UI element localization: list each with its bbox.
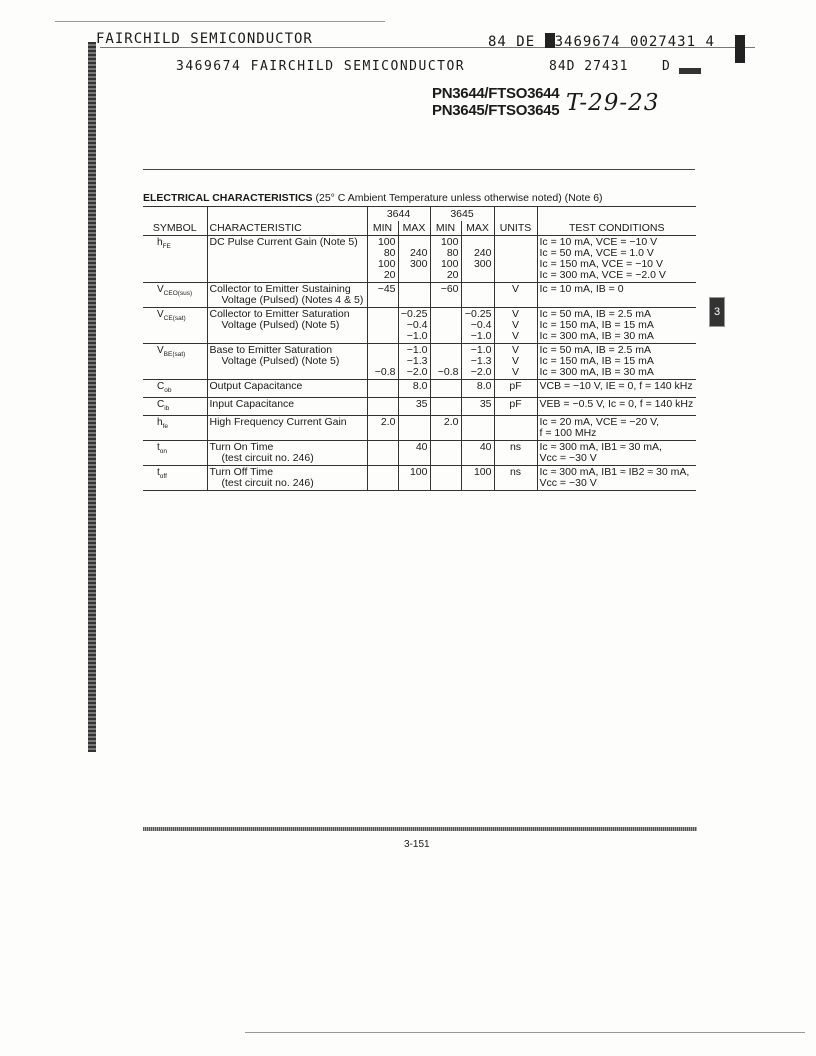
table-row [143,380,696,398]
min-3644-cell: 2.0 [367,416,398,441]
symbol-letter: t [157,442,160,453]
device-3645-header: 3645 [430,207,494,222]
header-serial: 3469674 0027431 4 [554,34,715,50]
header-right-code: 84D 27431 [549,59,629,74]
symbol-letter: h [157,237,163,248]
characteristic-name: Collector to Emitter Sustaining [209,283,351,295]
part-number-1: PN3644/FTSO3644 [432,85,560,102]
min-3645-cell [430,398,461,416]
col-min-a: MIN [367,221,398,236]
part-number-2: PN3645/FTSO3645 [432,102,560,119]
min-3644-cell: 100 80 100 20 [367,236,398,283]
min-3645-cell: 2.0 [430,416,461,441]
characteristic-cell [207,466,367,491]
units-cell: ns [494,441,537,466]
max-3644-cell: −1.0 −1.3 −2.0 [398,344,430,380]
min-3644-cell [367,398,398,416]
characteristic-detail: Voltage (Pulsed) (Note 5) [221,355,340,367]
characteristic-name: Base to Emitter Saturation [209,344,333,356]
table-row [143,283,696,308]
symbol-cell [143,416,207,441]
min-3644-cell: −0.8 [367,344,398,380]
binding-edge [88,42,96,752]
symbol-letter: C [157,399,165,410]
footer-rule [143,827,697,831]
electrical-characteristics-table [143,206,696,491]
min-3645-cell [430,308,461,344]
symbol-letter: t [157,467,160,478]
max-3645-cell: −0.25 −0.4 −1.0 [461,308,494,344]
section-tab: 3 [709,297,725,327]
symbol-cell [143,466,207,491]
max-3645-cell: 240 300 [461,236,494,283]
symbol-subscript: off [159,473,167,480]
device-3644-header: 3644 [367,207,430,222]
col-max-b: MAX [461,221,494,236]
symbol-subscript: CEO(sus) [163,290,193,297]
symbol-subscript: ob [164,387,172,394]
units-cell: ns [494,466,537,491]
units-cell: pF [494,398,537,416]
min-3644-cell [367,380,398,398]
table-row [143,441,696,466]
symbol-cell [143,398,207,416]
test-conditions-cell: Ic = 10 mA, VCE = −10 V Ic = 50 mA, VCE = 1.0 V Ic = 150 mA, VCE = −10 V Ic = 300 mA, VCE = −2.0 V [539,236,666,281]
max-3645-cell: 100 [461,466,494,491]
max-3645-cell: 35 [461,398,494,416]
max-3644-cell: 240 300 [398,236,430,283]
units-cell: V V V [494,344,537,380]
characteristic-cell [207,308,367,344]
max-3645-cell [461,283,494,308]
test-conditions-cell: Ic = 10 mA, IB = 0 [539,283,624,295]
min-3645-cell: 100 80 100 20 [430,236,461,283]
symbol-letter: V [157,345,164,356]
units-cell: V V V [494,308,537,344]
test-conditions-cell: Ic = 50 mA, IB = 2.5 mA Ic = 150 mA, IB = 15 mA Ic = 300 mA, IB = 30 mA [539,344,654,378]
symbol-subscript: fe [162,423,168,430]
header-sub-line: 3469674 FAIRCHILD SEMICONDUCTOR [176,59,466,74]
max-3644-cell: 40 [398,441,430,466]
symbol-letter: C [157,381,165,392]
test-conditions-cell: Ic = 20 mA, VCE = −20 V, f = 100 MHz [539,416,660,439]
symbol-subscript: BE(sat) [163,351,186,358]
symbol-cell [143,344,207,380]
top-rule [55,21,385,22]
max-3644-cell: 35 [398,398,430,416]
col-units: UNITS [494,221,537,236]
test-conditions-cell: Ic ≈ 300 mA, IB1 ≈ 30 mA, Vcc = −30 V [539,441,662,464]
symbol-cell [143,283,207,308]
characteristic-cell [207,236,367,283]
table-row [143,308,696,344]
bottom-rule [245,1032,805,1033]
test-conditions-cell: VEB = −0.5 V, Ic = 0, f = 140 kHz [539,398,694,410]
header-d-block [679,68,701,74]
header-code: 84 DE 3469674 0027431 4 [488,34,715,50]
characteristic-cell [207,441,367,466]
symbol-subscript: FE [162,243,171,250]
min-3645-cell [430,380,461,398]
max-3644-cell: 8.0 [398,380,430,398]
symbol-subscript: ib [164,405,170,412]
max-3644-cell: 100 [398,466,430,491]
min-3644-cell [367,466,398,491]
max-3644-cell: −0.25 −0.4 −1.0 [398,308,430,344]
min-3644-cell [367,308,398,344]
characteristic-name: Turn On Time [209,441,274,453]
registration-block [735,35,745,63]
min-3645-cell [430,441,461,466]
characteristic-cell [207,283,367,308]
characteristic-name: Output Capacitance [209,380,303,392]
symbol-cell [143,380,207,398]
table-row [143,344,696,380]
table-row [143,236,696,283]
characteristic-detail: Voltage (Pulsed) (Notes 4 & 5) [221,294,364,306]
characteristic-cell [207,344,367,380]
col-symbol: SYMBOL [143,221,207,236]
characteristic-name: High Frequency Current Gain [209,416,347,428]
characteristic-detail: Voltage (Pulsed) (Note 5) [221,319,340,331]
symbol-letter: V [157,309,164,320]
test-conditions-cell: Ic = 50 mA, IB = 2.5 mA Ic = 150 mA, IB = 15 mA Ic = 300 mA, IB = 30 mA [539,308,654,342]
characteristic-cell [207,398,367,416]
units-cell: V [494,283,537,308]
symbol-subscript: on [159,448,168,455]
symbol-subscript: CE(sat) [163,315,186,322]
characteristic-cell [207,380,367,398]
symbol-cell [143,308,207,344]
col-characteristic: CHARACTERISTIC [207,221,367,236]
characteristic-detail: (test circuit no. 246) [221,452,314,464]
characteristic-detail: (test circuit no. 246) [221,477,314,489]
col-max-a: MAX [398,221,430,236]
col-test-conditions: TEST CONDITIONS [569,222,665,234]
page-number: 3-151 [404,839,430,850]
min-3645-cell [430,466,461,491]
handwritten-note: T-29-23 [566,90,660,116]
units-cell [494,236,537,283]
max-3645-cell: −1.0 −1.3 −2.0 [461,344,494,380]
symbol-letter: h [157,417,163,428]
units-cell: pF [494,380,537,398]
test-conditions-cell: VCB = −10 V, IE = 0, f = 140 kHz [539,380,693,392]
min-3645-cell: −60 [430,283,461,308]
symbol-cell [143,236,207,283]
table-row [143,398,696,416]
section-rule [143,169,695,170]
max-3644-cell [398,283,430,308]
header-d-mark: D [662,59,670,74]
units-cell [494,416,537,441]
min-3644-cell: −45 [367,283,398,308]
table-row [143,466,696,491]
max-3644-cell [398,416,430,441]
header-company: FAIRCHILD SEMICONDUCTOR [96,31,313,47]
blank-header [143,207,207,222]
symbol-letter: V [157,284,164,295]
max-3645-cell: 8.0 [461,380,494,398]
test-conditions-cell: Ic ≈ 300 mA, IB1 ≈ IB2 ≈ 30 mA, Vcc = −30 V [539,466,690,489]
symbol-cell [143,441,207,466]
characteristic-name: Input Capacitance [209,398,295,410]
characteristic-name: DC Pulse Current Gain (Note 5) [209,236,358,248]
max-3645-cell [461,416,494,441]
col-min-b: MIN [430,221,461,236]
max-3645-cell: 40 [461,441,494,466]
table-title: ELECTRICAL CHARACTERISTICS (25° C Ambient Temperature unless otherwise noted) (Note 6) [143,192,603,204]
characteristic-name: Collector to Emitter Saturation [209,308,350,320]
min-3644-cell [367,441,398,466]
characteristic-name: Turn Off Time [209,466,274,478]
characteristic-cell [207,416,367,441]
table-row [143,416,696,441]
min-3645-cell: −0.8 [430,344,461,380]
